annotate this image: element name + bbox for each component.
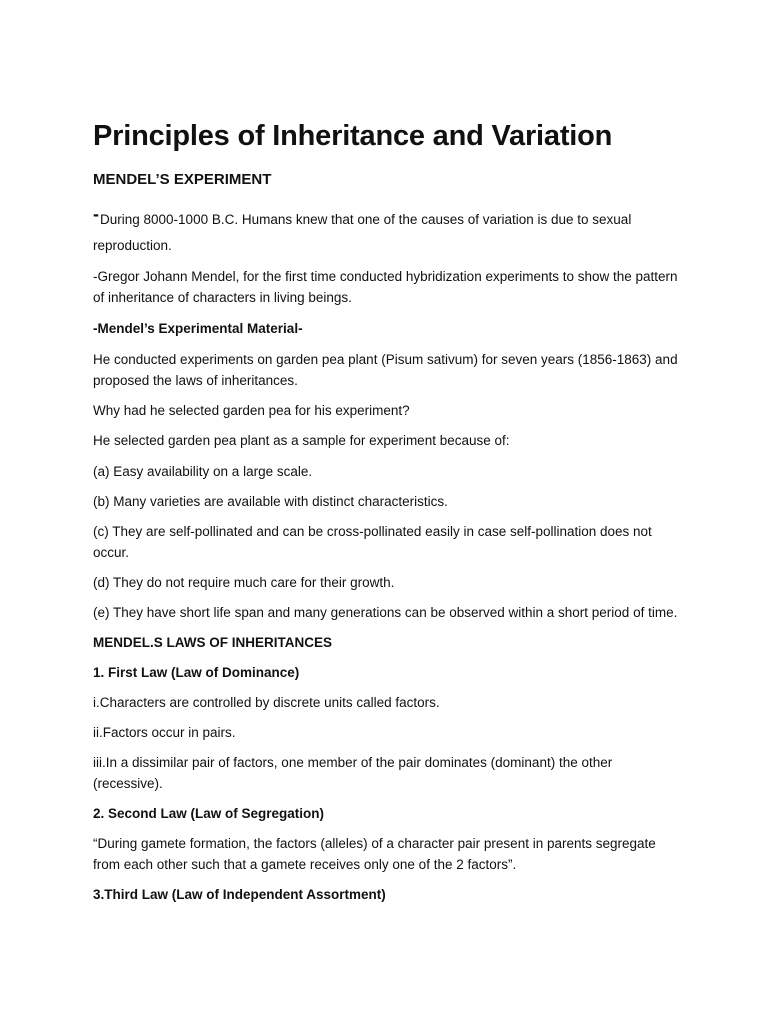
reason-e: (e) They have short life span and many generations can be observed within a short period of time.	[93, 605, 678, 620]
reason-a: (a) Easy availability on a large scale.	[93, 464, 313, 479]
reason-d: (d) They do not require much care for their growth.	[93, 575, 395, 590]
law-2-text: “During gamete formation, the factors (alleles) of a character pair present in parents segregate from each other such that a gamete receives only one of the 2 factors”.	[93, 836, 656, 872]
law-1-heading: 1. First Law (Law of Dominance)	[93, 665, 300, 680]
intro-paragraph	[93, 204, 683, 230]
reason-b: (b) Many varieties are available with distinct characteristics.	[93, 494, 448, 509]
section-heading: MENDEL’S EXPERIMENT	[93, 171, 272, 188]
mendel-paragraph: -Gregor Johann Mendel, for the first time conducted hybridization experiments to show the pattern of inheritance of characters in living beings.	[93, 269, 678, 305]
material-heading: -Mendel’s Experimental Material-	[93, 321, 303, 336]
document-title: Principles of Inheritance and Variation	[93, 120, 613, 152]
law-1-point-3: iii.In a dissimilar pair of factors, one member of the pair dominates (dominant) the other (recessive).	[93, 755, 613, 791]
law-3-heading: 3.Third Law (Law of Independent Assortment)	[93, 887, 386, 902]
law-1-point-1: i.Characters are controlled by discrete units called factors.	[93, 695, 440, 710]
reason-c: (c) They are self-pollinated and can be cross-pollinated easily in case self-pollination does not occur.	[93, 524, 652, 560]
law-2-heading: 2. Second Law (Law of Segregation)	[93, 806, 325, 821]
intro-line-2: reproduction.	[93, 238, 172, 253]
law-1-point-2: ii.Factors occur in pairs.	[93, 725, 236, 740]
intro-dash: -	[93, 204, 99, 224]
intro-line-1: During 8000-1000 B.C. Humans knew that one of the causes of variation is due to sexual	[100, 212, 632, 227]
laws-heading: MENDEL.S LAWS OF INHERITANCES	[93, 635, 333, 650]
material-paragraph: He conducted experiments on garden pea plant (Pisum sativum) for seven years (1856-1863) and proposed the laws of inheritances.	[93, 352, 678, 388]
document-page	[93, 118, 683, 905]
why-question: Why had he selected garden pea for his experiment?	[93, 403, 410, 418]
why-answer: He selected garden pea plant as a sample for experiment because of:	[93, 433, 510, 448]
